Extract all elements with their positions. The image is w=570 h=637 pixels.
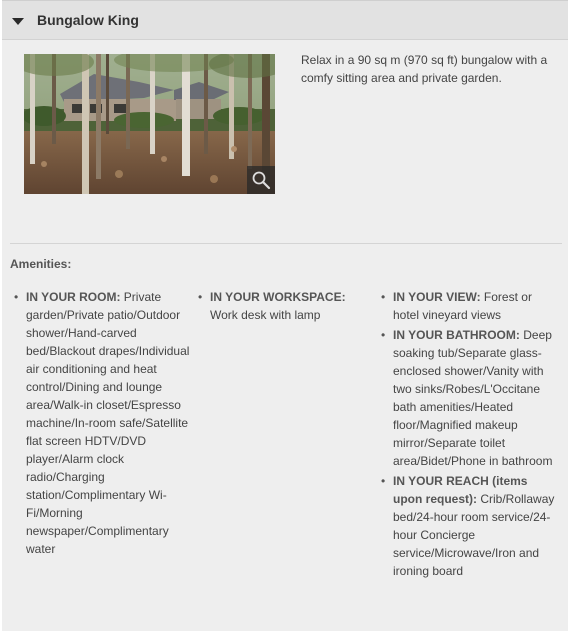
room-header[interactable]	[2, 1, 568, 40]
amenity-label: IN YOUR ROOM:	[26, 290, 121, 304]
amenities-heading: Amenities:	[10, 257, 72, 271]
amenity-text: Deep soaking tub/Separate glass-enclosed shower/Vanity with two sinks/Robes/L'Occitane bath amenities/Heated floor/Magnified makeup mirror/Separate toilet area/Bidet/Phone in bathroom	[393, 328, 553, 468]
amenities-column-2	[198, 288, 368, 326]
amenity-label: IN YOUR REACH (items upon request):	[393, 474, 528, 506]
room-description: Relax in a 90 sq m (970 sq ft) bungalow with a comfy sitting area and private garden.	[301, 53, 548, 85]
amenity-item-bathroom	[381, 326, 559, 470]
amenities-column-1	[14, 288, 192, 560]
amenity-label: IN YOUR VIEW:	[393, 290, 481, 304]
amenity-item-view	[381, 288, 559, 324]
zoom-button[interactable]	[247, 166, 275, 194]
room-photo[interactable]	[24, 54, 275, 194]
amenity-text: Private garden/Private patio/Outdoor shower/Hand-carved bed/Blackout drapes/Individual air conditioning and heat control/Dining and lounge area/Walk-in closet/Espresso machine/In-room safe/Satellite flat screen HDTV/DVD player/Alarm clock radio/Charging station/Complimentary Wi-Fi/Morning newspaper/Complimentary water	[26, 290, 190, 556]
amenity-text: Forest or hotel vineyard views	[393, 290, 532, 322]
amenity-item-room	[14, 288, 192, 558]
room-panel	[2, 0, 568, 631]
section-divider	[10, 243, 562, 244]
amenity-item-reach	[381, 472, 559, 580]
amenity-label: IN YOUR BATHROOM:	[393, 328, 520, 342]
amenity-item-workspace	[198, 288, 368, 324]
collapse-caret-icon[interactable]	[12, 18, 24, 25]
amenities-column-3	[381, 288, 559, 582]
magnifier-icon	[247, 166, 275, 194]
amenity-text: Crib/Rollaway bed/24-hour room service/24-hour Concierge service/Microwave/Iron and ironing board	[393, 492, 555, 578]
forest-bungalow-image	[24, 54, 275, 194]
amenity-label: IN YOUR WORKSPACE:	[210, 290, 346, 304]
room-title: Bungalow King	[37, 12, 139, 28]
amenity-text: Work desk with lamp	[210, 308, 321, 322]
